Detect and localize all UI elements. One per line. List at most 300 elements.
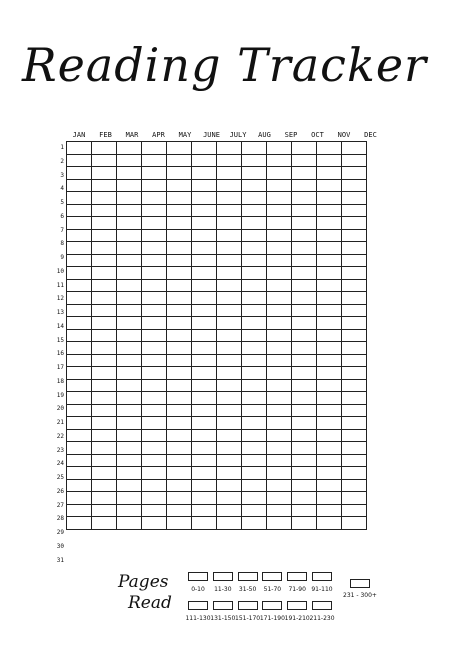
tracker-cell[interactable] — [92, 167, 117, 180]
tracker-cell[interactable] — [317, 379, 342, 392]
tracker-cell[interactable] — [142, 442, 167, 455]
tracker-cell[interactable] — [117, 267, 142, 280]
tracker-cell[interactable] — [342, 479, 367, 492]
tracker-cell[interactable] — [317, 442, 342, 455]
tracker-cell[interactable] — [267, 304, 292, 317]
tracker-cell[interactable] — [317, 479, 342, 492]
tracker-cell[interactable] — [217, 154, 242, 167]
tracker-cell[interactable] — [217, 167, 242, 180]
tracker-cell[interactable] — [217, 254, 242, 267]
tracker-cell[interactable] — [242, 492, 267, 505]
tracker-cell[interactable] — [317, 317, 342, 330]
tracker-cell[interactable] — [342, 404, 367, 417]
tracker-cell[interactable] — [142, 217, 167, 230]
tracker-cell[interactable] — [167, 254, 192, 267]
tracker-cell[interactable] — [142, 467, 167, 480]
tracker-cell[interactable] — [117, 379, 142, 392]
tracker-cell[interactable] — [217, 292, 242, 305]
tracker-cell[interactable] — [217, 242, 242, 255]
tracker-cell[interactable] — [142, 242, 167, 255]
tracker-cell[interactable] — [242, 217, 267, 230]
tracker-cell[interactable] — [117, 479, 142, 492]
tracker-cell[interactable] — [317, 254, 342, 267]
tracker-cell[interactable] — [117, 217, 142, 230]
tracker-cell[interactable] — [342, 254, 367, 267]
tracker-cell[interactable] — [92, 242, 117, 255]
tracker-cell[interactable] — [167, 367, 192, 380]
tracker-cell[interactable] — [217, 317, 242, 330]
tracker-cell[interactable] — [292, 442, 317, 455]
tracker-cell[interactable] — [317, 142, 342, 155]
legend-swatch-box[interactable] — [312, 572, 332, 581]
legend-swatch-box[interactable] — [188, 601, 208, 610]
tracker-cell[interactable] — [242, 504, 267, 517]
tracker-cell[interactable] — [192, 167, 217, 180]
tracker-cell[interactable] — [192, 467, 217, 480]
tracker-cell[interactable] — [192, 142, 217, 155]
tracker-cell[interactable] — [192, 354, 217, 367]
tracker-cell[interactable] — [267, 479, 292, 492]
tracker-cell[interactable] — [292, 504, 317, 517]
tracker-cell[interactable] — [142, 317, 167, 330]
tracker-cell[interactable] — [242, 317, 267, 330]
tracker-cell[interactable] — [342, 354, 367, 367]
tracker-cell[interactable] — [67, 467, 92, 480]
tracker-cell[interactable] — [167, 217, 192, 230]
tracker-cell[interactable] — [92, 192, 117, 205]
tracker-cell[interactable] — [242, 192, 267, 205]
tracker-cell[interactable] — [292, 492, 317, 505]
tracker-cell[interactable] — [317, 304, 342, 317]
tracker-cell[interactable] — [167, 142, 192, 155]
tracker-cell[interactable] — [117, 492, 142, 505]
tracker-cell[interactable] — [192, 229, 217, 242]
tracker-cell[interactable] — [167, 192, 192, 205]
tracker-cell[interactable] — [292, 454, 317, 467]
tracker-cell[interactable] — [117, 354, 142, 367]
tracker-cell[interactable] — [117, 504, 142, 517]
tracker-cell[interactable] — [342, 442, 367, 455]
legend-swatch-box[interactable] — [262, 572, 282, 581]
tracker-cell[interactable] — [317, 517, 342, 530]
tracker-cell[interactable] — [267, 279, 292, 292]
tracker-cell[interactable] — [292, 417, 317, 430]
tracker-cell[interactable] — [67, 292, 92, 305]
tracker-cell[interactable] — [192, 454, 217, 467]
tracker-cell[interactable] — [67, 454, 92, 467]
tracker-cell[interactable] — [92, 479, 117, 492]
tracker-cell[interactable] — [292, 354, 317, 367]
tracker-cell[interactable] — [342, 417, 367, 430]
tracker-cell[interactable] — [267, 242, 292, 255]
tracker-cell[interactable] — [117, 154, 142, 167]
tracker-cell[interactable] — [117, 392, 142, 405]
tracker-cell[interactable] — [92, 217, 117, 230]
tracker-cell[interactable] — [317, 454, 342, 467]
tracker-cell[interactable] — [242, 329, 267, 342]
tracker-cell[interactable] — [67, 192, 92, 205]
tracker-cell[interactable] — [192, 442, 217, 455]
tracker-cell[interactable] — [142, 192, 167, 205]
tracker-cell[interactable] — [267, 429, 292, 442]
tracker-cell[interactable] — [167, 204, 192, 217]
tracker-cell[interactable] — [267, 467, 292, 480]
tracker-cell[interactable] — [92, 417, 117, 430]
tracker-cell[interactable] — [267, 454, 292, 467]
tracker-cell[interactable] — [117, 292, 142, 305]
tracker-cell[interactable] — [242, 179, 267, 192]
tracker-cell[interactable] — [267, 192, 292, 205]
tracker-cell[interactable] — [92, 392, 117, 405]
tracker-cell[interactable] — [217, 492, 242, 505]
tracker-cell[interactable] — [142, 404, 167, 417]
tracker-cell[interactable] — [217, 454, 242, 467]
tracker-cell[interactable] — [342, 454, 367, 467]
tracker-cell[interactable] — [142, 267, 167, 280]
tracker-cell[interactable] — [67, 279, 92, 292]
tracker-cell[interactable] — [92, 517, 117, 530]
tracker-cell[interactable] — [342, 217, 367, 230]
tracker-cell[interactable] — [67, 504, 92, 517]
tracker-cell[interactable] — [242, 267, 267, 280]
tracker-cell[interactable] — [142, 167, 167, 180]
tracker-cell[interactable] — [117, 404, 142, 417]
tracker-cell[interactable] — [92, 254, 117, 267]
tracker-cell[interactable] — [267, 504, 292, 517]
tracker-cell[interactable] — [192, 329, 217, 342]
tracker-cell[interactable] — [142, 279, 167, 292]
tracker-cell[interactable] — [167, 392, 192, 405]
tracker-cell[interactable] — [192, 304, 217, 317]
tracker-cell[interactable] — [192, 392, 217, 405]
tracker-cell[interactable] — [142, 367, 167, 380]
tracker-cell[interactable] — [192, 179, 217, 192]
tracker-cell[interactable] — [92, 304, 117, 317]
tracker-cell[interactable] — [67, 142, 92, 155]
tracker-cell[interactable] — [217, 392, 242, 405]
tracker-cell[interactable] — [292, 154, 317, 167]
tracker-cell[interactable] — [67, 204, 92, 217]
tracker-cell[interactable] — [117, 367, 142, 380]
tracker-cell[interactable] — [167, 467, 192, 480]
tracker-cell[interactable] — [217, 192, 242, 205]
tracker-cell[interactable] — [192, 479, 217, 492]
tracker-cell[interactable] — [267, 204, 292, 217]
tracker-cell[interactable] — [92, 204, 117, 217]
legend-swatch-box[interactable] — [213, 572, 233, 581]
tracker-cell[interactable] — [117, 279, 142, 292]
tracker-cell[interactable] — [217, 429, 242, 442]
tracker-cell[interactable] — [142, 479, 167, 492]
tracker-cell[interactable] — [192, 267, 217, 280]
tracker-cell[interactable] — [217, 279, 242, 292]
tracker-cell[interactable] — [67, 354, 92, 367]
tracker-cell[interactable] — [142, 254, 167, 267]
tracker-cell[interactable] — [342, 242, 367, 255]
tracker-cell[interactable] — [67, 342, 92, 355]
tracker-cell[interactable] — [117, 254, 142, 267]
tracker-cell[interactable] — [142, 454, 167, 467]
tracker-cell[interactable] — [167, 304, 192, 317]
tracker-cell[interactable] — [292, 479, 317, 492]
legend-swatch-box[interactable] — [238, 572, 258, 581]
tracker-cell[interactable] — [242, 242, 267, 255]
tracker-cell[interactable] — [217, 354, 242, 367]
tracker-cell[interactable] — [342, 379, 367, 392]
tracker-cell[interactable] — [292, 229, 317, 242]
tracker-cell[interactable] — [342, 342, 367, 355]
tracker-cell[interactable] — [267, 142, 292, 155]
tracker-cell[interactable] — [292, 367, 317, 380]
tracker-cell[interactable] — [92, 329, 117, 342]
tracker-cell[interactable] — [167, 154, 192, 167]
tracker-cell[interactable] — [142, 492, 167, 505]
tracker-cell[interactable] — [267, 317, 292, 330]
tracker-cell[interactable] — [117, 429, 142, 442]
tracker-cell[interactable] — [92, 317, 117, 330]
tracker-cell[interactable] — [267, 417, 292, 430]
tracker-cell[interactable] — [342, 492, 367, 505]
tracker-cell[interactable] — [67, 242, 92, 255]
tracker-cell[interactable] — [317, 417, 342, 430]
tracker-cell[interactable] — [292, 179, 317, 192]
legend-swatch-box[interactable] — [188, 572, 208, 581]
tracker-cell[interactable] — [292, 317, 317, 330]
tracker-cell[interactable] — [317, 404, 342, 417]
tracker-cell[interactable] — [92, 467, 117, 480]
tracker-cell[interactable] — [167, 504, 192, 517]
tracker-cell[interactable] — [192, 404, 217, 417]
tracker-cell[interactable] — [142, 504, 167, 517]
tracker-cell[interactable] — [267, 442, 292, 455]
legend-swatch-box[interactable] — [213, 601, 233, 610]
tracker-cell[interactable] — [342, 517, 367, 530]
tracker-cell[interactable] — [217, 267, 242, 280]
tracker-cell[interactable] — [192, 504, 217, 517]
tracker-cell[interactable] — [167, 292, 192, 305]
tracker-cell[interactable] — [167, 517, 192, 530]
tracker-cell[interactable] — [292, 517, 317, 530]
tracker-cell[interactable] — [117, 204, 142, 217]
tracker-cell[interactable] — [317, 392, 342, 405]
tracker-cell[interactable] — [167, 317, 192, 330]
tracker-cell[interactable] — [142, 342, 167, 355]
tracker-cell[interactable] — [167, 479, 192, 492]
tracker-cell[interactable] — [217, 504, 242, 517]
tracker-cell[interactable] — [217, 217, 242, 230]
legend-swatch-box[interactable] — [238, 601, 258, 610]
tracker-cell[interactable] — [217, 479, 242, 492]
tracker-cell[interactable] — [317, 242, 342, 255]
tracker-cell[interactable] — [67, 492, 92, 505]
tracker-cell[interactable] — [317, 292, 342, 305]
tracker-cell[interactable] — [242, 367, 267, 380]
tracker-cell[interactable] — [67, 442, 92, 455]
tracker-cell[interactable] — [317, 342, 342, 355]
tracker-cell[interactable] — [192, 254, 217, 267]
tracker-cell[interactable] — [92, 504, 117, 517]
tracker-cell[interactable] — [342, 142, 367, 155]
tracker-cell[interactable] — [267, 217, 292, 230]
tracker-cell[interactable] — [317, 504, 342, 517]
tracker-cell[interactable] — [292, 167, 317, 180]
tracker-cell[interactable] — [317, 154, 342, 167]
tracker-cell[interactable] — [67, 154, 92, 167]
tracker-cell[interactable] — [292, 217, 317, 230]
tracker-cell[interactable] — [117, 142, 142, 155]
tracker-cell[interactable] — [117, 442, 142, 455]
tracker-cell[interactable] — [192, 217, 217, 230]
tracker-cell[interactable] — [317, 429, 342, 442]
tracker-cell[interactable] — [242, 404, 267, 417]
tracker-cell[interactable] — [167, 442, 192, 455]
tracker-cell[interactable] — [217, 404, 242, 417]
tracker-cell[interactable] — [342, 392, 367, 405]
tracker-cell[interactable] — [67, 267, 92, 280]
tracker-cell[interactable] — [242, 167, 267, 180]
tracker-cell[interactable] — [342, 367, 367, 380]
tracker-cell[interactable] — [242, 279, 267, 292]
tracker-cell[interactable] — [342, 504, 367, 517]
tracker-cell[interactable] — [342, 204, 367, 217]
tracker-cell[interactable] — [342, 192, 367, 205]
tracker-cell[interactable] — [292, 304, 317, 317]
tracker-cell[interactable] — [67, 167, 92, 180]
tracker-cell[interactable] — [92, 379, 117, 392]
tracker-cell[interactable] — [342, 292, 367, 305]
tracker-cell[interactable] — [192, 492, 217, 505]
tracker-cell[interactable] — [117, 467, 142, 480]
tracker-cell[interactable] — [192, 417, 217, 430]
tracker-cell[interactable] — [142, 229, 167, 242]
tracker-cell[interactable] — [342, 429, 367, 442]
tracker-cell[interactable] — [167, 229, 192, 242]
tracker-cell[interactable] — [292, 467, 317, 480]
tracker-cell[interactable] — [167, 492, 192, 505]
tracker-cell[interactable] — [242, 467, 267, 480]
tracker-cell[interactable] — [67, 392, 92, 405]
tracker-cell[interactable] — [142, 379, 167, 392]
tracker-cell[interactable] — [242, 154, 267, 167]
tracker-cell[interactable] — [242, 292, 267, 305]
tracker-cell[interactable] — [292, 242, 317, 255]
tracker-cell[interactable] — [167, 242, 192, 255]
tracker-cell[interactable] — [342, 179, 367, 192]
tracker-cell[interactable] — [217, 329, 242, 342]
tracker-cell[interactable] — [292, 342, 317, 355]
tracker-cell[interactable] — [67, 379, 92, 392]
tracker-cell[interactable] — [217, 229, 242, 242]
tracker-cell[interactable] — [292, 379, 317, 392]
tracker-cell[interactable] — [242, 142, 267, 155]
tracker-cell[interactable] — [317, 467, 342, 480]
tracker-cell[interactable] — [242, 304, 267, 317]
tracker-cell[interactable] — [217, 517, 242, 530]
tracker-cell[interactable] — [317, 367, 342, 380]
tracker-cell[interactable] — [67, 229, 92, 242]
tracker-cell[interactable] — [267, 492, 292, 505]
tracker-cell[interactable] — [342, 317, 367, 330]
tracker-cell[interactable] — [67, 254, 92, 267]
tracker-cell[interactable] — [217, 417, 242, 430]
tracker-cell[interactable] — [342, 279, 367, 292]
tracker-cell[interactable] — [92, 142, 117, 155]
tracker-cell[interactable] — [342, 329, 367, 342]
tracker-cell[interactable] — [67, 179, 92, 192]
tracker-cell[interactable] — [217, 367, 242, 380]
tracker-cell[interactable] — [267, 367, 292, 380]
tracker-cell[interactable] — [67, 329, 92, 342]
tracker-cell[interactable] — [167, 379, 192, 392]
tracker-cell[interactable] — [317, 167, 342, 180]
tracker-cell[interactable] — [242, 204, 267, 217]
tracker-cell[interactable] — [292, 254, 317, 267]
tracker-cell[interactable] — [67, 217, 92, 230]
tracker-cell[interactable] — [142, 154, 167, 167]
tracker-cell[interactable] — [192, 192, 217, 205]
tracker-cell[interactable] — [292, 204, 317, 217]
tracker-cell[interactable] — [242, 417, 267, 430]
tracker-cell[interactable] — [317, 192, 342, 205]
tracker-cell[interactable] — [67, 479, 92, 492]
tracker-cell[interactable] — [117, 167, 142, 180]
tracker-cell[interactable] — [117, 454, 142, 467]
tracker-cell[interactable] — [117, 342, 142, 355]
tracker-cell[interactable] — [317, 354, 342, 367]
tracker-cell[interactable] — [217, 179, 242, 192]
tracker-cell[interactable] — [267, 154, 292, 167]
tracker-cell[interactable] — [192, 342, 217, 355]
tracker-cell[interactable] — [242, 392, 267, 405]
tracker-cell[interactable] — [142, 292, 167, 305]
tracker-cell[interactable] — [317, 279, 342, 292]
tracker-cell[interactable] — [92, 354, 117, 367]
tracker-cell[interactable] — [192, 379, 217, 392]
tracker-cell[interactable] — [292, 142, 317, 155]
tracker-cell[interactable] — [117, 304, 142, 317]
tracker-cell[interactable] — [217, 342, 242, 355]
legend-swatch-box[interactable] — [287, 601, 307, 610]
tracker-cell[interactable] — [267, 392, 292, 405]
tracker-cell[interactable] — [92, 267, 117, 280]
tracker-cell[interactable] — [92, 454, 117, 467]
tracker-cell[interactable] — [317, 229, 342, 242]
tracker-cell[interactable] — [342, 467, 367, 480]
tracker-cell[interactable] — [267, 517, 292, 530]
legend-swatch-box[interactable] — [262, 601, 282, 610]
legend-swatch-box[interactable] — [350, 579, 370, 588]
tracker-cell[interactable] — [267, 267, 292, 280]
tracker-cell[interactable] — [267, 329, 292, 342]
tracker-cell[interactable] — [217, 304, 242, 317]
tracker-cell[interactable] — [67, 417, 92, 430]
tracker-cell[interactable] — [292, 404, 317, 417]
tracker-cell[interactable] — [142, 417, 167, 430]
tracker-cell[interactable] — [192, 317, 217, 330]
tracker-cell[interactable] — [292, 329, 317, 342]
tracker-cell[interactable] — [267, 167, 292, 180]
tracker-cell[interactable] — [342, 229, 367, 242]
tracker-cell[interactable] — [92, 179, 117, 192]
tracker-cell[interactable] — [292, 279, 317, 292]
tracker-cell[interactable] — [92, 404, 117, 417]
tracker-cell[interactable] — [167, 404, 192, 417]
tracker-cell[interactable] — [117, 517, 142, 530]
tracker-cell[interactable] — [192, 367, 217, 380]
tracker-cell[interactable] — [292, 192, 317, 205]
tracker-cell[interactable] — [142, 179, 167, 192]
tracker-cell[interactable] — [267, 179, 292, 192]
